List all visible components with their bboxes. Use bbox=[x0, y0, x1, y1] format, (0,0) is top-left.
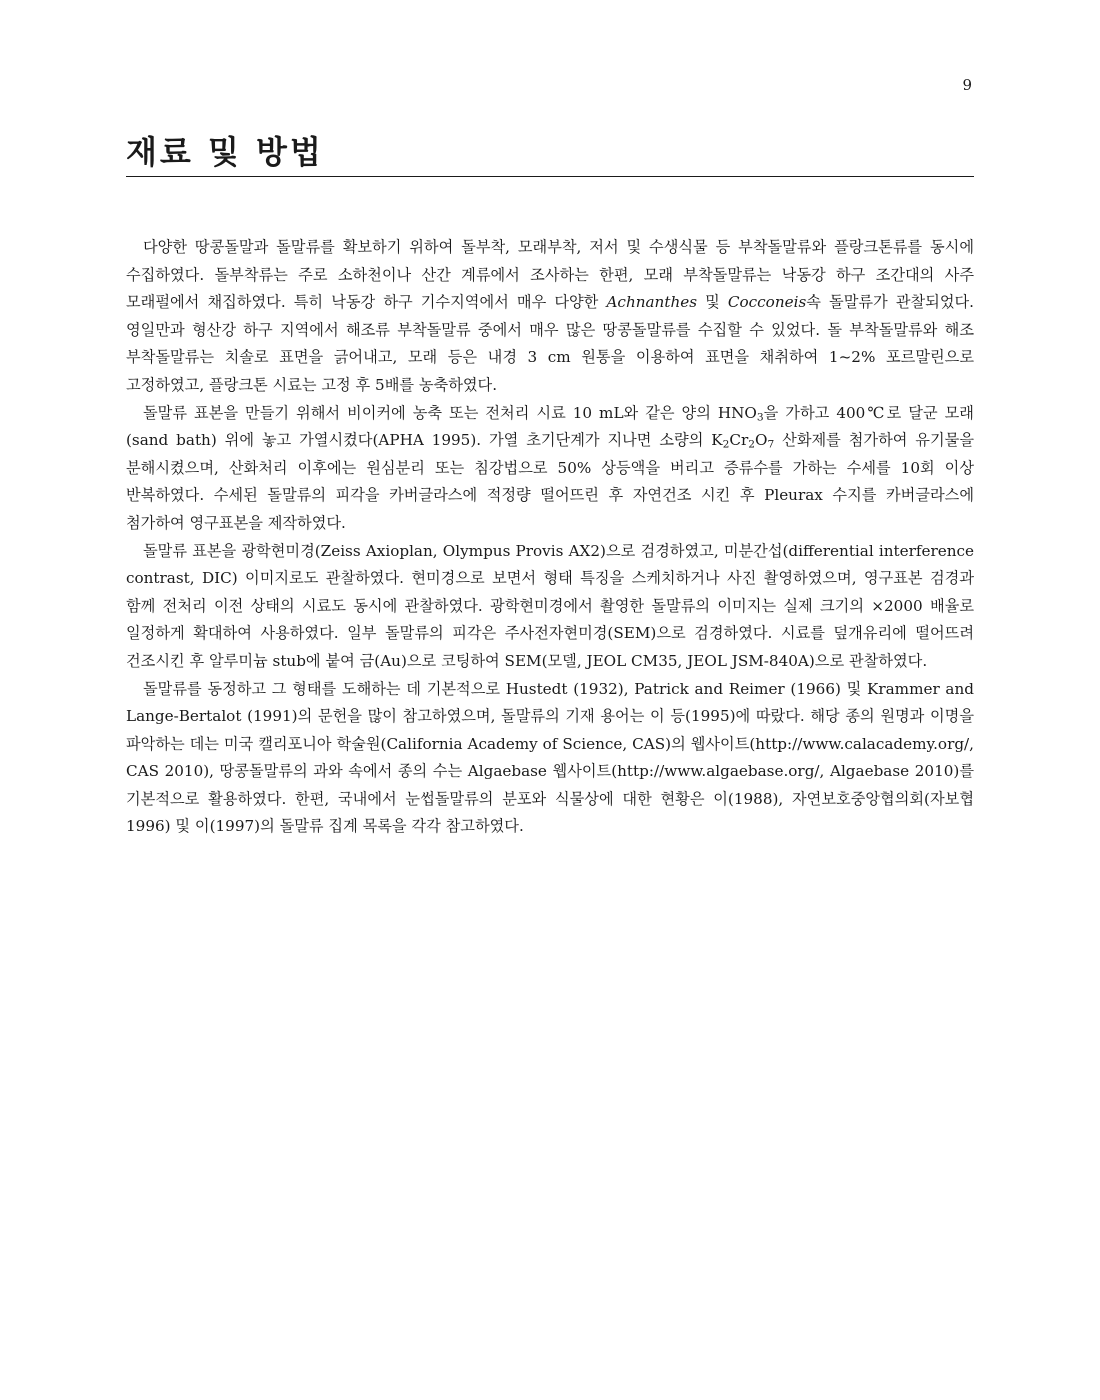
paragraph-references: 돌말류를 동정하고 그 형태를 도해하는 데 기본적으로 Hustedt (1932), Patrick and Reimer (1966) 및 Krammer and Lange-Bertalot (1991)의 문헌을 많이 참고하였으며, 돌말류의 기재 용어는 이 등(1995)에 따랐다. 해당 종의 원명과 이명을 파악하는 데는 미국 캘리포니아 학술원(California Academy of Science, CAS)의 웹사이트(http://www.calacademy.org/, CAS 2010), 땅콩돌말류의 과와 속에서 종의 수는 Algaebase 웹사이트(http://www.algaebase.org/, Algaebase 2010)를 기본적으로 활용하였다. 한편, 국내에서 눈썹돌말류의 분포와 식물상에 대한 현황은 이(1988), 자연보호중앙협의회(자보협 1996) 및 이(1997)의 돌말류 집계 목록을 각각 참고하였다. bbox=[126, 679, 974, 836]
paragraph-microscopy: 돌말류 표본을 광학현미경(Zeiss Axioplan, Olympus Provis AX2)으로 검경하였고, 미분간섭(differential interference contrast, DIC) 이미지로도 관찰하였다. 현미경으로 보면서 형태 특징을 스케치하거나 사진 촬영하였으며, 영구표본 검경과 함께 전처리 이전 상태의 시료도 동시에 관찰하였다. 광학현미경에서 촬영한 돌말류의 이미지는 실제 크기의 ×2000 배율로 일정하게 확대하여 사용하였다. 일부 돌말류의 피각은 주사전자현미경(SEM)으로 검경하였다. 시료를 덮개유리에 떨어뜨려 건조시킨 후 알루미늄 stub에 붙여 금(Au)으로 코팅하여 SEM(모델, JEOL CM35, JEOL JSM-840A)으로 관찰하였다. bbox=[126, 541, 974, 670]
paragraph-sampling bbox=[126, 234, 974, 400]
genus-name: Cocconeis bbox=[727, 293, 807, 312]
text-run: Cr bbox=[729, 431, 749, 450]
subscript: 7 bbox=[767, 437, 775, 451]
body-text bbox=[126, 234, 974, 841]
text-run: O bbox=[755, 431, 768, 450]
text-run: 돌말류 표본을 만들기 위해서 비이커에 농축 또는 전처리 시료 10 mL와 같은 양의 HNO bbox=[143, 403, 757, 422]
page-number: 9 bbox=[962, 76, 972, 94]
text-run: 및 bbox=[697, 293, 728, 312]
text-run: 산화제를 첨가하여 유기물을 분해시켰으며, 산화처리 이후에는 원심분리 또는 침강법으로 50% 상등액을 버리고 증류수를 가하는 수세를 10회 이상 반복하였다. 수세된 돌말류의 피각을 카버글라스에 적정량 떨어뜨린 후 자연건조 시킨 후 Pleurax 수지를 카버글라스에 첨가하여 영구표본을 제작하였다. bbox=[126, 431, 974, 532]
section-heading: 재료 및 방법 bbox=[126, 132, 974, 177]
subscript: 2 bbox=[748, 437, 756, 451]
text-run: 속 돌말류가 관찰되었다. 영일만과 형산강 하구 지역에서 해조류 부착돌말류 중에서 매우 많은 땅콩돌말류를 수집할 수 있었다. 돌 부착돌말류와 해조 부착돌말류는 치솔로 표면을 긁어내고, 모래 등은 내경 3 cm 원통을 이용하여 표면을 채취하여 1~2% 포르말린으로 고정하였고, 플랑크톤 시료는 고정 후 5배를 농축하였다. bbox=[126, 293, 974, 394]
subscript: 2 bbox=[722, 437, 730, 451]
genus-name: Achnanthes bbox=[606, 293, 698, 312]
paragraph-preparation bbox=[126, 400, 974, 538]
subscript: 3 bbox=[756, 410, 764, 424]
text-run: 을 가하고 400℃로 달군 모래(sand bath) 위에 놓고 가열시켰다(APHA 1995). 가열 초기단계가 지나면 소량의 K bbox=[126, 403, 974, 450]
text-run: 다양한 땅콩돌말과 돌말류를 확보하기 위하여 돌부착, 모래부착, 저서 및 수생식물 등 부착돌말류와 플랑크톤류를 동시에 수집하였다. 돌부착류는 주로 소하천이나 산간 계류에서 조사하는 한편, 모래 부착돌말류는 낙동강 하구 조간대의 사주 모래펄에서 채집하였다. 특히 낙동강 하구 기수지역에서 매우 다양한 bbox=[126, 238, 974, 312]
